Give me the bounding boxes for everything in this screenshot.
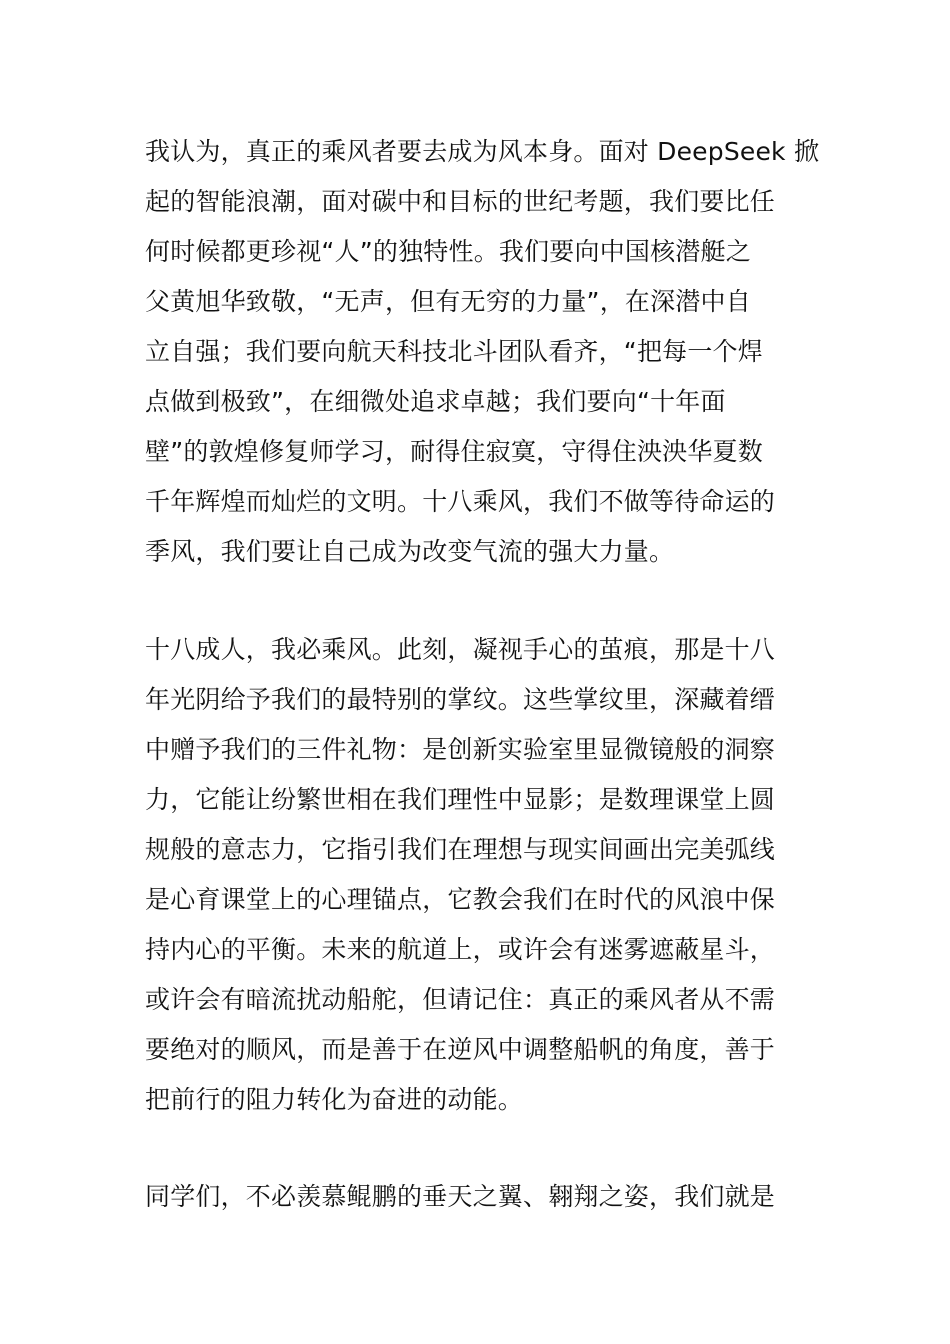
text-line: 或许会有暗流扰动船舵，但请记住：真正的乘风者从不需 (145, 985, 776, 1014)
text-line: 千年辉煌而灿烂的文明。十八乘风，我们不做等待命运的 (145, 487, 776, 516)
text-line: 年光阴给予我们的最特别的掌纹。这些掌纹里，深藏着缙 (145, 685, 776, 714)
text-line: 季风，我们要让自己成为改变气流的强大力量。 (145, 537, 675, 566)
text-line: 持内心的平衡。未来的航道上，或许会有迷雾遮蔽星斗， (145, 935, 776, 964)
text-line: 壁”的敦煌修复师学习，耐得住寂寞，守得住泱泱华夏数 (145, 437, 763, 466)
text-line: 起的智能浪潮，面对碳中和目标的世纪考题，我们要比任 (145, 187, 776, 216)
text-line: 是心育课堂上的心理锚点，它教会我们在时代的风浪中保 (145, 885, 776, 914)
text-line: 同学们，不必羡慕鲲鹏的垂天之翼、翱翔之姿，我们就是 (145, 1182, 776, 1211)
text-line: 点做到极致”，在细微处追求卓越；我们要向“十年面 (145, 387, 726, 416)
text-line: 力，它能让纷繁世相在我们理性中显影；是数理课堂上圆 (145, 785, 776, 814)
text-line: 父黄旭华致敬，“无声，但有无穷的力量”，在深潜中自 (145, 287, 751, 316)
text-line: 立自强；我们要向航天科技北斗团队看齐，“把每一个焊 (145, 337, 763, 366)
text-line: 把前行的阻力转化为奋进的动能。 (145, 1085, 524, 1114)
paragraph-2 (145, 625, 825, 1125)
text-line: 何时候都更珍视“人”的独特性。我们要向中国核潜艇之 (145, 237, 751, 266)
text-line: 我认为，真正的乘风者要去成为风本身。面对 DeepSeek 掀 (145, 137, 820, 166)
text-line: 中赠予我们的三件礼物：是创新实验室里显微镜般的洞察 (145, 735, 776, 764)
text-line: 十八成人，我必乘风。此刻，凝视手心的茧痕，那是十八 (145, 635, 776, 664)
paragraph-3 (145, 1172, 825, 1222)
paragraph-1 (145, 127, 825, 577)
text-line: 要绝对的顺风，而是善于在逆风中调整船帆的角度，善于 (145, 1035, 776, 1064)
text-line: 规般的意志力，它指引我们在理想与现实间画出完美弧线 (145, 835, 776, 864)
